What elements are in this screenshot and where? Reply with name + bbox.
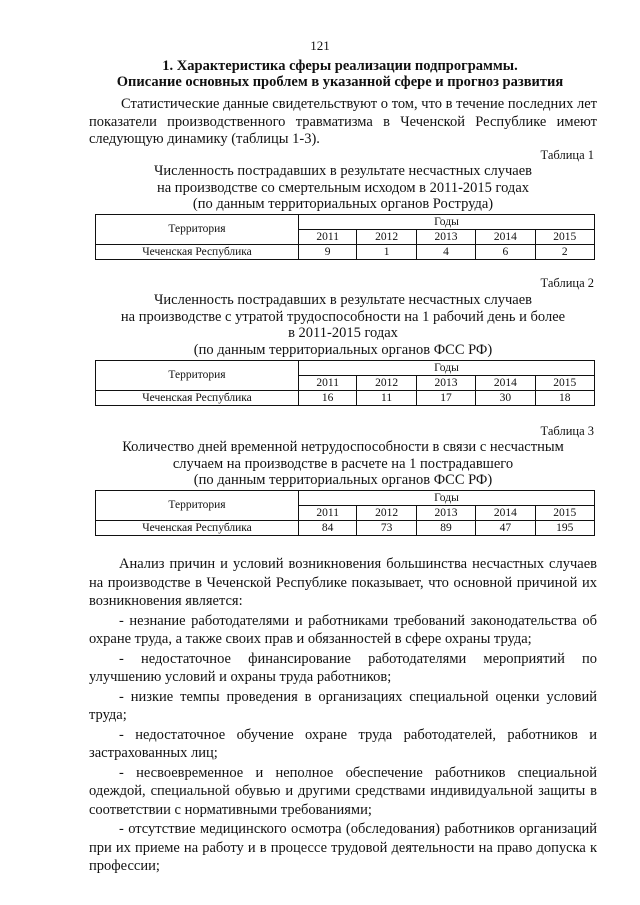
table-header-row: [96, 361, 595, 376]
table-2: [95, 360, 595, 406]
year-cell: 2015: [535, 230, 594, 245]
value-cell: 16: [299, 391, 357, 406]
heading-line-2: Описание основных проблем в указанной сфере и прогноз развития: [116, 74, 564, 90]
row-label: Чеченская Республика: [96, 391, 299, 406]
year-cell: 2013: [416, 230, 475, 245]
analysis-paragraph: Анализ причин и условий возникновения большинства несчастных случаев на производстве в Чеченской Республике показывает, что основной причиной их возникновения является:: [89, 556, 597, 609]
reason-item: - отсутствие медицинского осмотра (обследования) работников организаций при их приеме на работу и в процессе трудовой деятельности на право допуска к профессии;: [89, 821, 597, 874]
table-1-label: Таблица 1: [540, 148, 594, 162]
table-3: [95, 490, 595, 536]
year-cell: 2013: [416, 506, 475, 521]
table-3-title: [89, 439, 597, 489]
year-cell: 2015: [535, 506, 594, 521]
year-cell: 2013: [416, 376, 475, 391]
year-cell: 2015: [535, 376, 594, 391]
table-2-title: [89, 292, 597, 358]
section-heading: [80, 58, 600, 90]
reason-item: - недостаточное обучение охране труда работодателей, работников и застрахованных лиц;: [89, 726, 597, 761]
years-header: Годы: [299, 491, 595, 506]
year-cell: 2014: [476, 376, 535, 391]
year-cell: 2011: [299, 506, 357, 521]
value-cell: 1: [357, 245, 416, 260]
reason-item: - несвоевременное и неполное обеспечение работников специальной одеждой, специальной обувью и другими средствами индивидуальной защиты в соответствии с нормативными требованиями;: [89, 764, 597, 818]
value-cell: 4: [416, 245, 475, 260]
table-row: [96, 245, 595, 260]
reason-item: - недостаточное финансирование работодателями мероприятий по улучшению условий и охраны труда работников;: [89, 650, 597, 685]
reason-item: - низкие темпы проведения в организациях специальной оценки условий труда;: [89, 688, 597, 723]
table-header-row: [96, 215, 595, 230]
table-2-title-line: на производстве с утратой трудоспособности на 1 рабочий день и более: [120, 308, 566, 325]
year-cell: 2011: [299, 376, 357, 391]
table-1-title-line: (по данным территориальных органов Роструда): [192, 196, 494, 212]
row-label: Чеченская Республика: [96, 521, 299, 536]
intro-text: Статистические данные свидетельствуют о том, что в течение последних лет показатели производственного травматизма в Чеченской Республике имеют следующую динамику (таблицы 1-3).: [89, 96, 597, 147]
table-row: [96, 521, 595, 536]
reason-item: - незнание работодателями и работниками требований законодательства об охране труда, а также своих прав и обязанностей в сфере охраны труда;: [89, 612, 597, 647]
value-cell: 89: [416, 521, 475, 536]
value-cell: 73: [357, 521, 416, 536]
table-1-title-line: на производстве со смертельным исходом в 2011-2015 годах: [156, 179, 529, 196]
table-2-label: Таблица 2: [540, 276, 594, 290]
years-header: Годы: [299, 361, 595, 376]
territory-header: Территория: [96, 491, 299, 521]
heading-line-1: 1. Характеристика сферы реализации подпрограммы.: [162, 58, 518, 74]
table-row: [96, 391, 595, 406]
table-2-title-line: в 2011-2015 годах: [288, 325, 398, 341]
table-2-title-line: Численность пострадавших в результате несчастных случаев: [153, 292, 533, 308]
table-3-label: Таблица 3: [540, 424, 594, 438]
value-cell: 11: [357, 391, 416, 406]
year-cell: 2012: [357, 376, 416, 391]
analysis-section: [89, 555, 597, 877]
table-2-title-line: (по данным территориальных органов ФСС РФ): [193, 341, 493, 358]
table-1-title: [89, 163, 597, 213]
intro-paragraph: [89, 96, 597, 149]
year-cell: 2014: [476, 230, 535, 245]
value-cell: 6: [476, 245, 535, 260]
year-cell: 2012: [357, 230, 416, 245]
value-cell: 17: [416, 391, 475, 406]
value-cell: 18: [535, 391, 594, 406]
year-cell: 2011: [299, 230, 357, 245]
value-cell: 30: [476, 391, 535, 406]
table-3-title-line: (по данным территориальных органов ФСС РФ): [193, 472, 493, 488]
year-cell: 2012: [357, 506, 416, 521]
year-cell: 2014: [476, 506, 535, 521]
page-number: 121: [310, 38, 330, 53]
row-label: Чеченская Республика: [96, 245, 299, 260]
value-cell: 2: [535, 245, 594, 260]
table-3-title-line: Количество дней временной нетрудоспособности в связи с несчастным: [122, 439, 564, 455]
years-header: Годы: [299, 215, 595, 230]
value-cell: 9: [299, 245, 357, 260]
value-cell: 84: [299, 521, 357, 536]
table-header-row: [96, 491, 595, 506]
territory-header: Территория: [96, 361, 299, 391]
table-1: [95, 214, 595, 260]
territory-header: Территория: [96, 215, 299, 245]
value-cell: 195: [535, 521, 594, 536]
table-3-title-line: случаем на производстве в расчете на 1 пострадавшего: [172, 455, 514, 472]
table-1-title-line: Численность пострадавших в результате несчастных случаев: [153, 163, 533, 179]
value-cell: 47: [476, 521, 535, 536]
